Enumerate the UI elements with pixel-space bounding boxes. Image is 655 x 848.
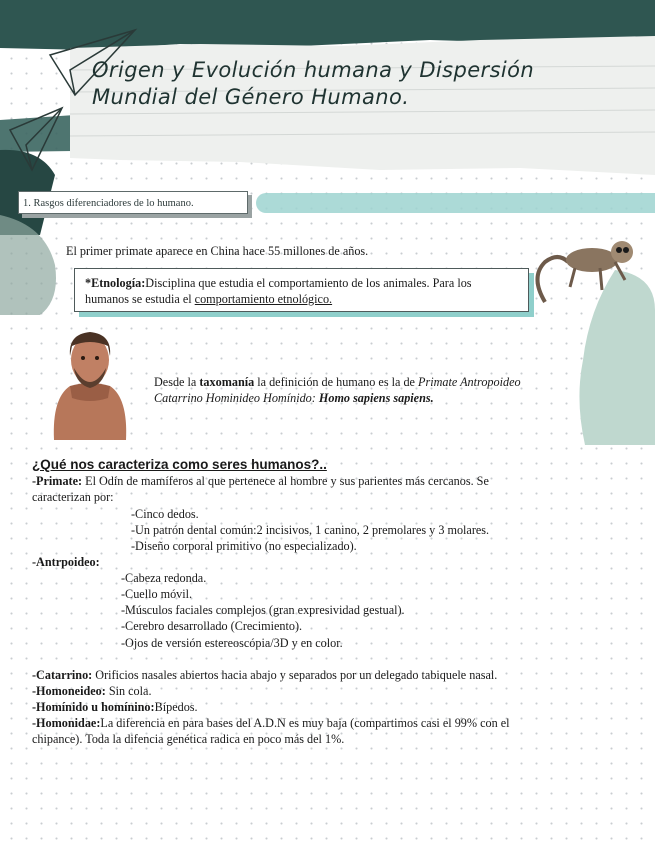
list-item: -Diseño corporal primitivo (no especializado). [131, 539, 357, 553]
antropoideo-label: -Antrpoideo: [32, 555, 100, 569]
taxonomy-text: Desde la [154, 375, 200, 389]
taxonomy-classification-2: Catarrino Hominideo Homínido: [154, 391, 319, 405]
neanderthal-illustration [48, 328, 132, 440]
homonidae-label: -Homonidae: [32, 716, 101, 730]
taxonomy-definition [154, 374, 521, 406]
page-title-line-2: Mundial del Género Humano. [92, 85, 410, 109]
list-item: -Ojos de versión estereoscópia/3D y en color. [121, 636, 343, 650]
page-title-line-1: Origen y Evolución humana y Dispersión [92, 58, 535, 82]
etologia-definition-box [74, 268, 529, 312]
homoneideo-label: -Homoneideo: [32, 684, 106, 698]
taxonomy-text-2: la definición de humano es la de [254, 375, 419, 389]
section-title: 1. Rasgos diferenciadores de lo humano. [18, 191, 248, 214]
taxonomy-term: taxomanía [199, 375, 255, 389]
list-item: -Un patrón dental común:2 incisivos, 1 canino, 2 premolares y 3 molares. [131, 523, 490, 537]
sage-blob-left [0, 215, 60, 315]
list-item: -Músculos faciales complejos (gran expresividad gestual). [121, 603, 405, 617]
catarrino-label: -Catarrino: [32, 668, 93, 682]
etologia-line2: humanos se estudia el [85, 292, 195, 306]
catarrino-text: Orificios nasales abiertos hacia abajo y separados por un delegado tabiquele nasal. [92, 668, 498, 682]
list-item: -Cabeza redonda. [121, 571, 207, 585]
homoneideo-text: Sin cola. [105, 684, 152, 698]
homonidae-text-2: chipance). Toda la difencia genética radica en poco más del 1%. [32, 732, 345, 746]
section-accent-bar [256, 193, 655, 213]
primate-text-2: caracterizan por: [32, 490, 114, 504]
list-item: -Cuello móvil. [121, 587, 193, 601]
primate-text: El Odín de mamíferos al que pertenece al hombre y sus parientes más cercanos. Se [82, 474, 489, 488]
homonidae-text: La diferencia en para bases del A.D.N es muy baja (compartimos casi el 99% con el [100, 716, 510, 730]
hominido-label: -Homínido u homínino: [32, 700, 155, 714]
list-item: -Cinco dedos. [131, 507, 199, 521]
etologia-definition: Disciplina que estudia el comportamiento de los animales. Para los [145, 276, 472, 290]
etologia-underlined: comportamiento etnológico. [194, 292, 333, 306]
etologia-term: *Etnología: [85, 276, 146, 290]
list-item: -Cerebro desarrollado (Crecimiento). [121, 619, 303, 633]
species-name: Homo sapiens sapiens. [318, 391, 434, 405]
primate-label: -Primate: [32, 474, 83, 488]
taxonomy-classification: Primate Antropoideo [418, 375, 521, 389]
primate-intro: El primer primate aparece en China hace 55 millones de años. [66, 244, 369, 258]
question-heading: ¿Qué nos caracteriza como seres humanos?.. [32, 457, 327, 472]
hominido-text: Bípedos. [154, 700, 198, 714]
lemur-illustration [530, 232, 655, 312]
